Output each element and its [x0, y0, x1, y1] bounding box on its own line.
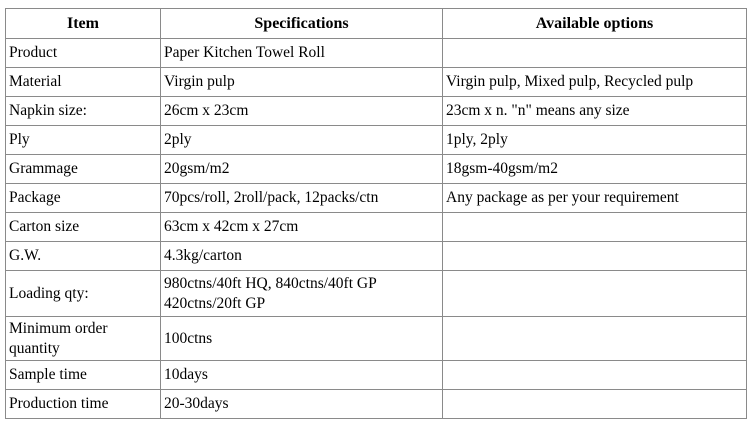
spec-line: 420ctns/20ft GP: [164, 294, 266, 312]
row-spec-cell: 4.3kg/carton: [161, 242, 443, 271]
row-spec-cell: Paper Kitchen Towel Roll: [161, 39, 443, 68]
row-options-cell: [443, 361, 747, 390]
table-row: [6, 317, 747, 361]
row-options-cell: [443, 317, 747, 361]
row-options-cell: Any package as per your requirement: [443, 184, 747, 213]
table-row: [6, 39, 747, 68]
row-item-cell: Production time: [6, 390, 161, 419]
row-spec-cell: Virgin pulp: [161, 68, 443, 97]
table-row: [6, 271, 747, 317]
row-item-cell: Material: [6, 68, 161, 97]
row-spec-cell: [161, 271, 443, 317]
row-item-cell: Loading qty:: [6, 271, 161, 317]
row-item-cell: Ply: [6, 126, 161, 155]
row-options-cell: 1ply, 2ply: [443, 126, 747, 155]
row-spec-cell: 100ctns: [161, 317, 443, 361]
row-spec-cell: 20-30days: [161, 390, 443, 419]
header-available-options: Available options: [443, 9, 747, 39]
row-item-cell: Grammage: [6, 155, 161, 184]
table-row: [6, 68, 747, 97]
row-spec-cell: 63cm x 42cm x 27cm: [161, 213, 443, 242]
row-options-cell: Virgin pulp, Mixed pulp, Recycled pulp: [443, 68, 747, 97]
row-spec-cell: 26cm x 23cm: [161, 97, 443, 126]
row-options-cell: 23cm x n. "n" means any size: [443, 97, 747, 126]
spec-line: 980ctns/40ft HQ, 840ctns/40ft GP: [164, 274, 377, 292]
row-spec-cell: 2ply: [161, 126, 443, 155]
table-header-row: [6, 9, 747, 39]
row-item-cell: Napkin size:: [6, 97, 161, 126]
header-item: Item: [6, 9, 161, 39]
table-row: [6, 242, 747, 271]
row-item-cell: Package: [6, 184, 161, 213]
row-item-cell: Carton size: [6, 213, 161, 242]
specifications-table: [5, 8, 747, 419]
row-spec-cell: 20gsm/m2: [161, 155, 443, 184]
row-spec-cell: 70pcs/roll, 2roll/pack, 12packs/ctn: [161, 184, 443, 213]
row-options-cell: 18gsm-40gsm/m2: [443, 155, 747, 184]
row-item-cell: G.W.: [6, 242, 161, 271]
row-item-cell: Product: [6, 39, 161, 68]
table-row: [6, 97, 747, 126]
row-item-cell: Sample time: [6, 361, 161, 390]
row-options-cell: [443, 390, 747, 419]
row-options-cell: [443, 242, 747, 271]
row-spec-cell: 10days: [161, 361, 443, 390]
table-row: [6, 361, 747, 390]
row-options-cell: [443, 213, 747, 242]
row-options-cell: [443, 271, 747, 317]
table-row: [6, 155, 747, 184]
table-row: [6, 126, 747, 155]
header-specifications: Specifications: [161, 9, 443, 39]
table-row: [6, 390, 747, 419]
table-row: [6, 213, 747, 242]
table-row: [6, 184, 747, 213]
row-item-cell: Minimum order quantity: [6, 317, 161, 361]
row-options-cell: [443, 39, 747, 68]
